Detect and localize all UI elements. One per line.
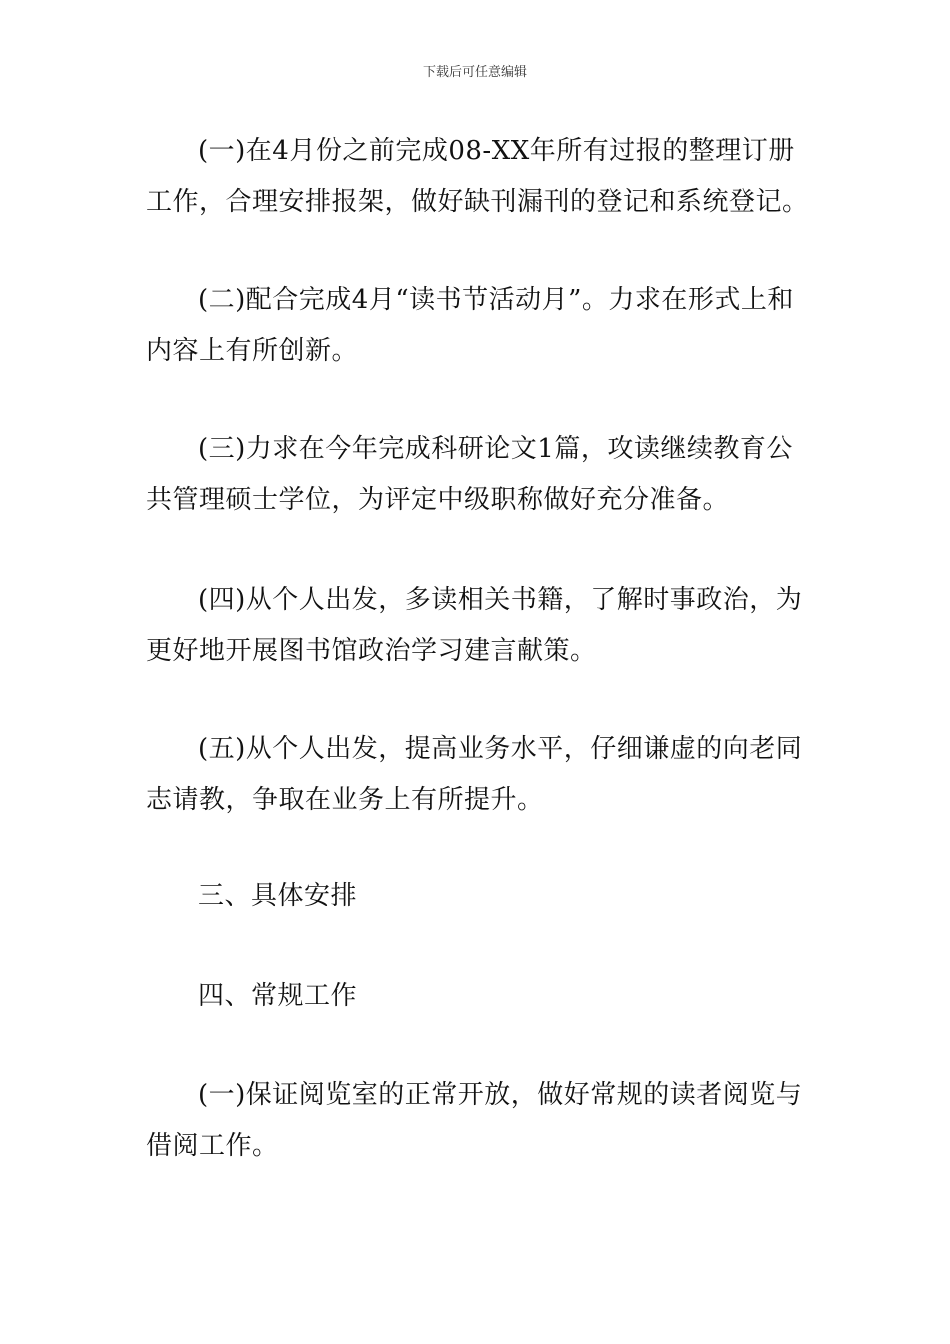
paragraph-2: (二)配合完成4月“读书节活动月”。力求在形式上和内容上有所创新。 [146,285,794,366]
paragraph-3: (三)力求在今年完成科研论文1篇，攻读继续教育公共管理硕士学位，为评定中级职称做好充分准备。 [146,434,793,515]
paragraph-5: (五)从个人出发，提高业务水平，仔细谦虚的向老同志请教，争取在业务上有所提升。 [146,734,803,815]
paragraph-4: (四)从个人出发，多读相关书籍，了解时事政治，为更好地开展图书馆政治学习建言献策。 [146,585,803,666]
section-heading-schedule: 三、具体安排 [198,881,358,911]
routine-paragraph-1: (一)保证阅览室的正常开放，做好常规的读者阅览与借阅工作。 [146,1080,803,1161]
page-header-note: 下载后可任意编辑 [422,65,527,80]
section-heading-routine: 四、常规工作 [198,981,358,1011]
paragraph-1: (一)在4月份之前完成08-XX年所有过报的整理订册工作，合理安排报架，做好缺刊漏刊的登记和系统登记。 [146,136,809,217]
